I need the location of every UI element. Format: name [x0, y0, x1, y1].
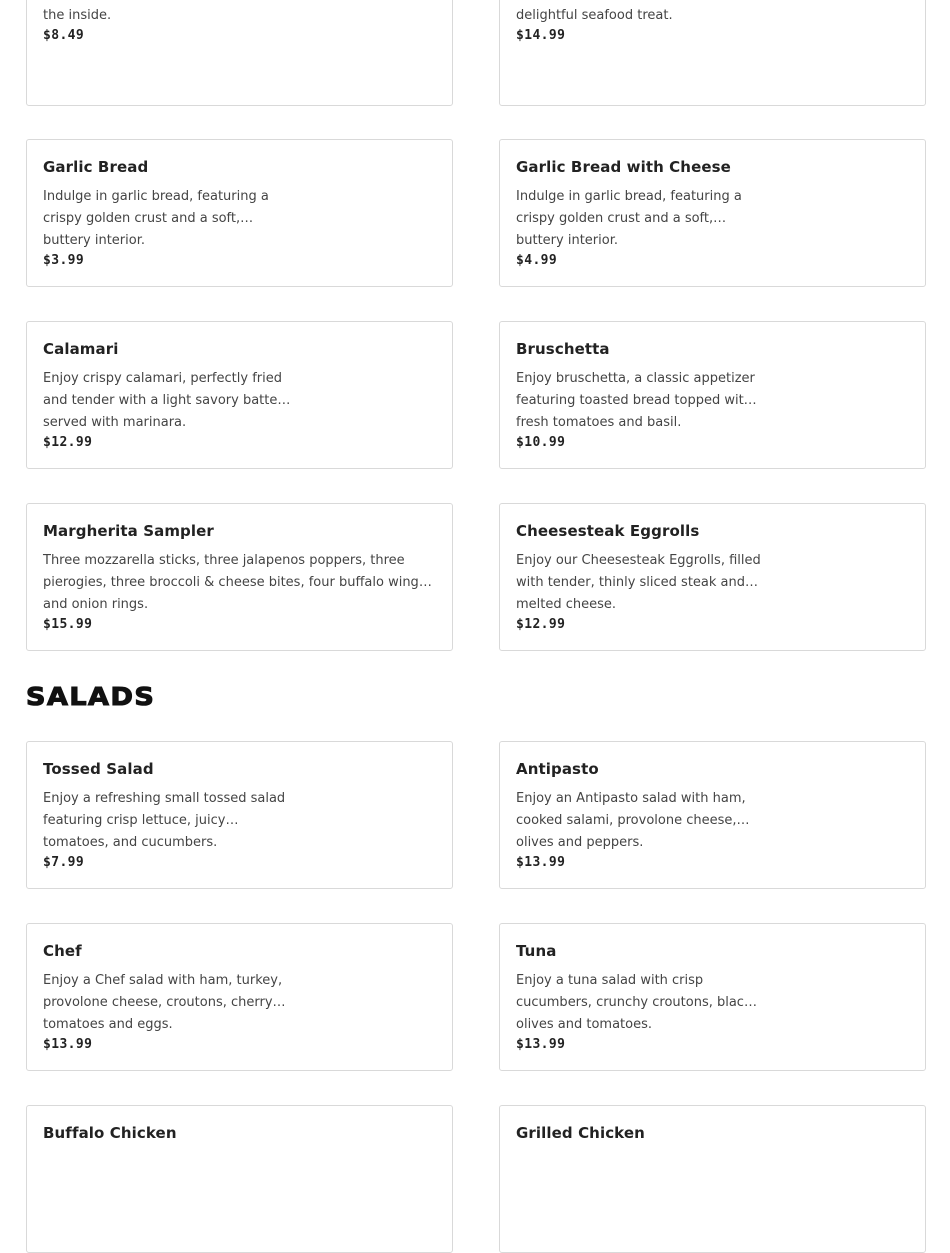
- menu-item-card[interactable]: [26, 503, 453, 651]
- item-description: Enjoy crispy calamari, perfectly fried and tender with a light savory batter, served with marinara.: [43, 371, 287, 430]
- item-price: $4.99: [516, 253, 558, 268]
- item-price: $14.99: [516, 28, 566, 43]
- item-price: $3.99: [43, 253, 85, 268]
- item-price: $13.99: [43, 1037, 93, 1052]
- item-title: Calamari: [43, 340, 119, 358]
- item-price: $13.99: [516, 1037, 566, 1052]
- item-description: Enjoy a Chef salad with ham, turkey, provolone cheese, croutons, cherry tomatoes and eggs.: [43, 973, 283, 1032]
- item-price: $10.99: [516, 435, 566, 450]
- menu-item-card[interactable]: [499, 741, 926, 889]
- item-description: Enjoy our Cheesesteak Eggrolls, filled with tender, thinly sliced steak and melted cheese.: [516, 553, 761, 612]
- menu-item-card[interactable]: [499, 1105, 926, 1253]
- item-title: Buffalo Chicken: [43, 1124, 177, 1142]
- item-title: Tuna: [516, 942, 557, 960]
- section-title-salads: SALADS: [26, 683, 156, 712]
- item-price: $12.99: [516, 617, 566, 632]
- menu-item-card[interactable]: [26, 1105, 453, 1253]
- item-title: Antipasto: [516, 760, 599, 778]
- item-description: Enjoy bruschetta, a classic appetizer featuring toasted bread topped with fresh tomatoes and basil.: [516, 371, 755, 430]
- item-title: Cheesesteak Eggrolls: [516, 522, 700, 540]
- item-description: Enjoy a refreshing small tossed salad featuring crisp lettuce, juicy tomatoes, and cucumbers.: [43, 791, 286, 850]
- menu-item-card[interactable]: [499, 321, 926, 469]
- item-description: Enjoy an Antipasto salad with ham, cooked salami, provolone cheese, olives and peppers.: [516, 791, 746, 850]
- item-description: delightful seafood treat.: [516, 8, 673, 23]
- item-price: $12.99: [43, 435, 93, 450]
- item-title: Bruschetta: [516, 340, 610, 358]
- item-title: Tossed Salad: [43, 760, 154, 778]
- menu-item-card[interactable]: [26, 321, 453, 469]
- item-price: $7.99: [43, 855, 85, 870]
- menu-item-card[interactable]: [26, 741, 453, 889]
- item-description: the inside.: [43, 8, 112, 23]
- menu-item-card[interactable]: [26, 139, 453, 287]
- item-price: $13.99: [516, 855, 566, 870]
- menu-item-card[interactable]: [499, 503, 926, 651]
- item-description: Indulge in garlic bread, featuring a crispy golden crust and a soft, buttery interior.: [516, 189, 742, 248]
- menu-item-card[interactable]: [499, 139, 926, 287]
- item-title: Chef: [43, 942, 82, 960]
- menu-item-card[interactable]: [499, 923, 926, 1071]
- item-title: Garlic Bread: [43, 158, 149, 176]
- item-description: Enjoy a tuna salad with crisp cucumbers, crunchy croutons, black olives and tomatoes.: [516, 973, 752, 1032]
- item-title: Margherita Sampler: [43, 522, 214, 540]
- item-description: Three mozzarella sticks, three jalapenos poppers, three pierogies, three broccoli & cheese bites, four buffalo wings, and onion rings.: [43, 553, 430, 612]
- menu-item-card[interactable]: [26, 923, 453, 1071]
- item-description: Indulge in garlic bread, featuring a crispy golden crust and a soft, buttery interior.: [43, 189, 269, 248]
- item-title: Grilled Chicken: [516, 1124, 645, 1142]
- item-title: Garlic Bread with Cheese: [516, 158, 731, 176]
- item-price: $15.99: [43, 617, 93, 632]
- menu-item-card[interactable]: [499, 0, 926, 106]
- menu-item-card[interactable]: [26, 0, 453, 106]
- item-price: $8.49: [43, 28, 85, 43]
